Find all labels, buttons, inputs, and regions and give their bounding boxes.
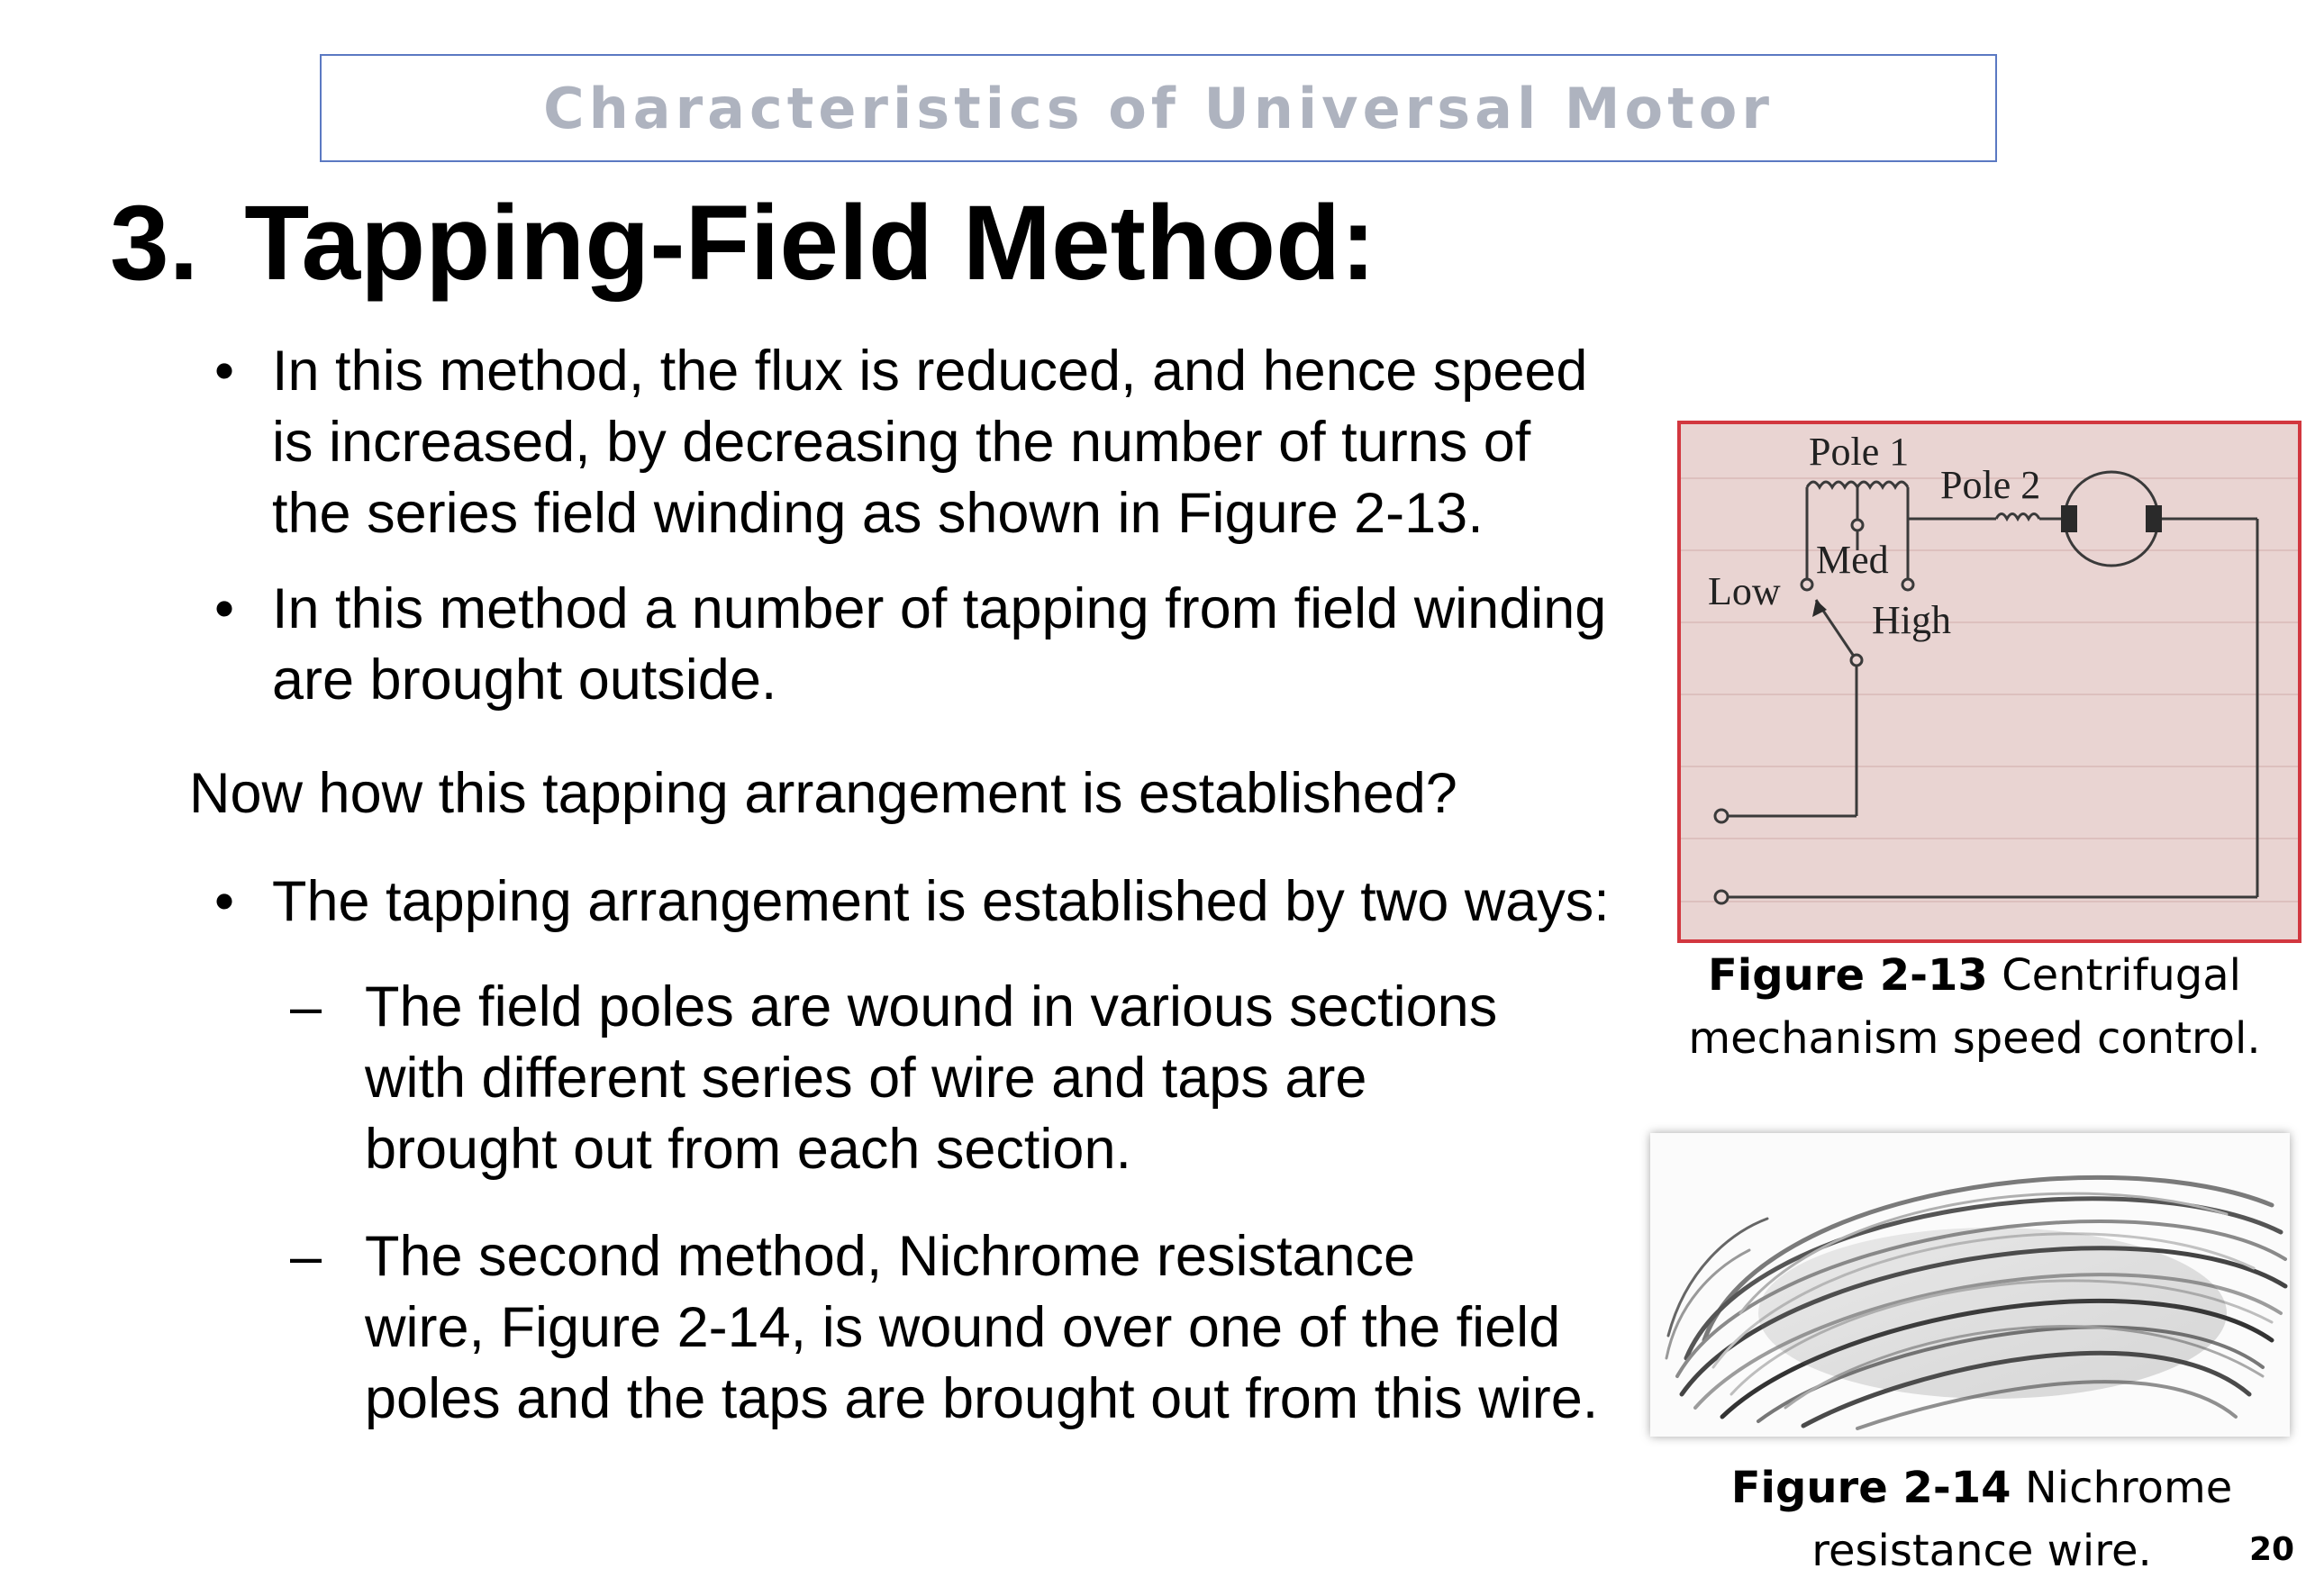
question-text: Now how this tapping arrangement is established? <box>189 762 1457 825</box>
figure-2-13-caption-label: Figure 2-13 <box>1708 950 1988 1001</box>
sub-bullet-1-line-3: brought out from each section. <box>365 1118 1131 1181</box>
bullet-2-line-2: are brought outside. <box>272 648 777 712</box>
label-med: Med <box>1816 538 1889 582</box>
bullet-dot: • <box>214 870 235 933</box>
bullet-dot: • <box>214 577 235 640</box>
dash-mark: – <box>290 1225 322 1288</box>
terminal-1 <box>1715 810 1728 822</box>
figure-2-14-caption-text: Nichrome <box>2024 1463 2233 1513</box>
armature-circle <box>2065 472 2158 566</box>
terminal-2 <box>1715 891 1728 903</box>
figure-2-14-photo <box>1650 1133 2290 1437</box>
bullet-dot: • <box>214 340 235 403</box>
figure-2-13-caption <box>1677 944 2272 1070</box>
label-high: High <box>1872 598 1951 642</box>
figure-2-13-caption-text: Centrifugal <box>2002 950 2241 1001</box>
pole-2-coil <box>1996 514 2039 520</box>
figure-2-13-caption-line-1 <box>1677 944 2272 1007</box>
circuit-diagram <box>1681 424 2298 939</box>
sub-bullet-2-line-1: The second method, Nichrome resistance <box>365 1225 1416 1288</box>
banner-title: Characteristics of Universal Motor <box>543 75 1774 141</box>
dash-mark: – <box>290 975 322 1038</box>
figure-2-14-caption-label: Figure 2-14 <box>1730 1463 2011 1513</box>
header-banner <box>320 54 1997 162</box>
bullet-1-line-3: the series field winding as shown in Figure 2-13. <box>272 482 1484 545</box>
bullet-1-line-2: is increased, by decreasing the number of turns of <box>272 411 1531 474</box>
bullet-3-line: The tapping arrangement is established by two ways: <box>272 870 1610 933</box>
figure-2-14-caption <box>1711 1456 2252 1582</box>
figure-2-13-caption-line-2: mechanism speed control. <box>1688 1013 2261 1064</box>
label-low: Low <box>1708 569 1781 613</box>
label-pole-1: Pole 1 <box>1809 430 1910 474</box>
brush-left <box>2061 505 2077 532</box>
title-number: 3. <box>110 184 199 303</box>
nichrome-wire-coil <box>1650 1133 2290 1437</box>
sub-bullet-2-line-2: wire, Figure 2-14, is wound over one of the field <box>365 1296 1561 1359</box>
pole-1-coil <box>1807 482 1908 487</box>
bullet-2-line-1: In this method a number of tapping from field winding <box>272 577 1607 640</box>
label-pole-2: Pole 2 <box>1940 463 2041 507</box>
sub-bullet-1-line-2: with different series of wire and taps are <box>365 1047 1367 1110</box>
figure-2-13-diagram <box>1677 421 2301 943</box>
sub-bullet-2-line-3: poles and the taps are brought out from this wire. <box>365 1367 1599 1430</box>
bullet-1-line-1: In this method, the flux is reduced, and hence speed <box>272 340 1588 403</box>
figure-2-14-caption-line-2: resistance wire. <box>1811 1526 2152 1576</box>
slide-title <box>110 185 1375 302</box>
brush-right <box>2146 505 2162 532</box>
page-number: 20 <box>2249 1531 2295 1568</box>
title-text: Tapping-Field Method: <box>244 184 1376 303</box>
sub-bullet-1-line-1: The field poles are wound in various sections <box>365 975 1498 1038</box>
figure-2-14-caption-line-1 <box>1711 1456 2252 1519</box>
